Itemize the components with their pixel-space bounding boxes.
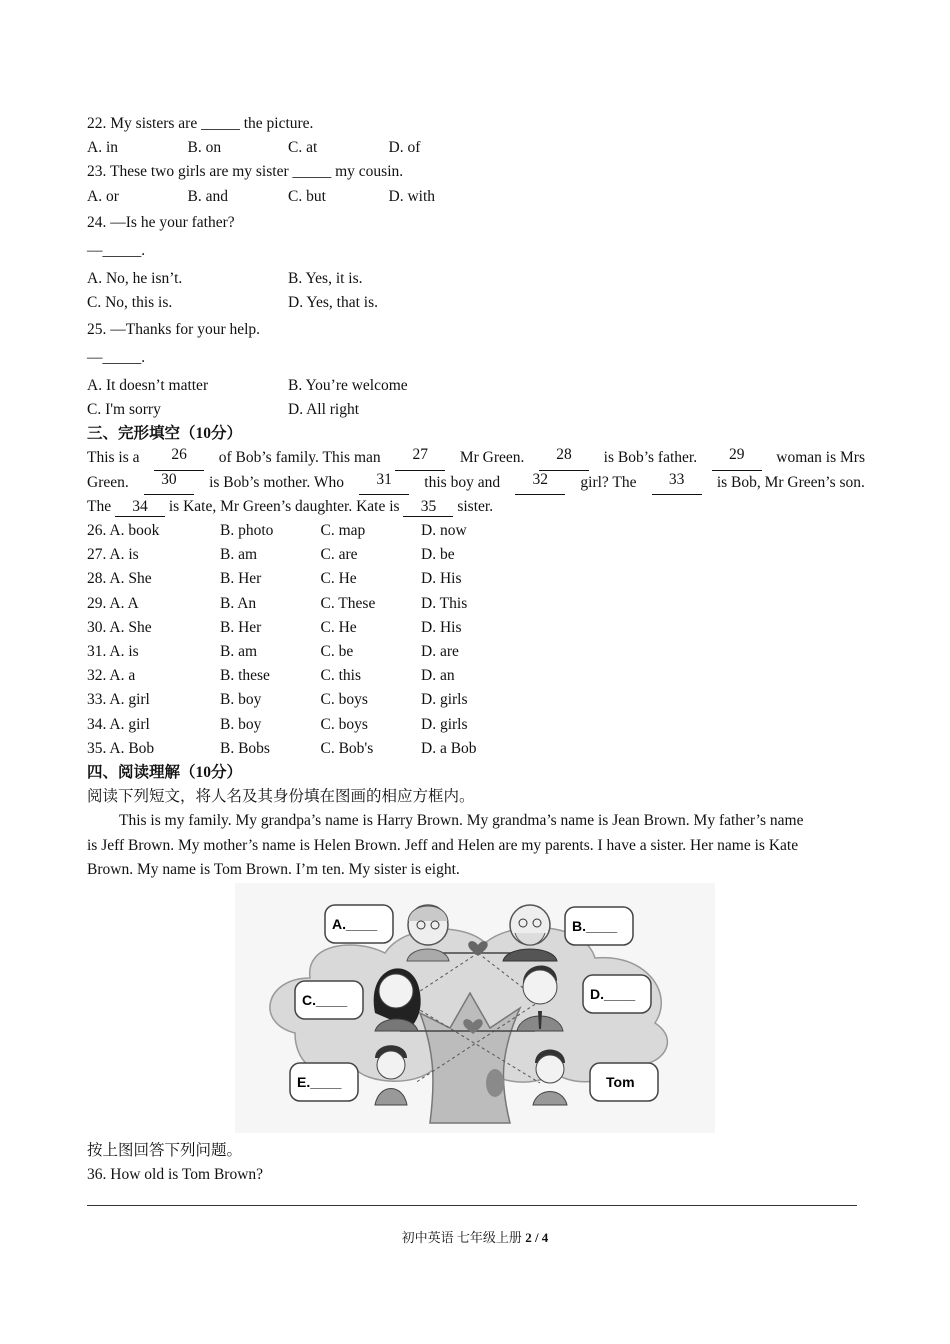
cloze-item-row xyxy=(87,592,865,616)
cloze-text: The xyxy=(87,497,115,515)
cloze-text: sister. xyxy=(453,497,494,515)
cloze-text: woman is Mrs xyxy=(776,449,865,467)
option: 29. A. A xyxy=(87,594,139,612)
family-tree-figure xyxy=(235,883,715,1133)
option: 28. A. She xyxy=(87,570,152,588)
section-4-instruction: 阅读下列短文，将人名及其身份填在图画的相应方框内。 xyxy=(87,788,475,806)
question-24: 24. —Is he your father? xyxy=(87,213,235,231)
cloze-item-row xyxy=(87,543,865,567)
option: A. or xyxy=(87,187,119,205)
option: B. Bobs xyxy=(220,739,270,757)
option: C. Bob's xyxy=(320,739,374,757)
question-25-reply: —_____. xyxy=(87,348,146,366)
blank-33: 33 xyxy=(652,471,702,495)
cloze-text: Green. xyxy=(87,473,129,491)
question-25: 25. —Thanks for your help. xyxy=(87,320,261,338)
option: C. These xyxy=(320,594,376,612)
label-box-c xyxy=(295,981,363,1019)
blank-27: 27 xyxy=(395,446,445,470)
option: D. be xyxy=(421,546,455,564)
cloze-line-2 xyxy=(87,471,865,495)
label-box-b xyxy=(565,907,633,945)
question-22: 22. My sisters are _____ the picture. xyxy=(87,115,314,132)
question-25-options-row1 xyxy=(87,374,865,398)
option: 34. A. girl xyxy=(87,715,150,733)
option: D. girls xyxy=(421,715,468,733)
passage-line: Brown. My name is Tom Brown. I’m ten. My sister is eight. xyxy=(87,860,460,878)
cloze-text: is Bob, Mr Green’s son. xyxy=(716,473,865,491)
cloze-passage xyxy=(87,446,865,519)
option: B. Her xyxy=(220,618,262,636)
blank-26: 26 xyxy=(154,446,204,470)
page-footer xyxy=(0,1227,950,1246)
blank-30: 30 xyxy=(144,471,194,495)
option: D. girls xyxy=(421,691,468,709)
option: C. I'm sorry xyxy=(87,401,161,419)
option: A. No, he isn’t. xyxy=(87,270,183,288)
cloze-item-row xyxy=(87,688,865,712)
cloze-text: of Bob’s family. This man xyxy=(218,449,381,467)
answer-instruction: 按上图回答下列问题。 xyxy=(87,1142,243,1159)
cloze-text: is Bob’s mother. Who xyxy=(209,473,344,491)
svg-text:A.____: A.____ xyxy=(332,916,378,932)
option: D. Yes, that is. xyxy=(288,294,379,312)
option: D. of xyxy=(388,139,421,157)
footer-subject: 初中英语 七年级上册 xyxy=(401,1230,522,1245)
option: 32. A. a xyxy=(87,667,136,685)
reading-passage xyxy=(87,809,865,882)
label-box-d xyxy=(583,975,651,1013)
option: D. This xyxy=(421,594,468,612)
option: C. but xyxy=(288,187,326,205)
question-36: 36. How old is Tom Brown? xyxy=(87,1166,264,1183)
option: C. be xyxy=(320,642,354,660)
option: D. are xyxy=(421,642,459,660)
option: A. It doesn’t matter xyxy=(87,376,209,394)
option: C. He xyxy=(320,570,357,588)
option: 27. A. is xyxy=(87,546,139,564)
option: 33. A. girl xyxy=(87,691,150,709)
option: B. on xyxy=(187,139,222,157)
option: C. this xyxy=(320,667,361,685)
section-4-heading: 四、阅读理解（10分） xyxy=(87,763,243,781)
option: D. with xyxy=(388,187,435,205)
option: A. in xyxy=(87,139,118,157)
label-box-e xyxy=(290,1063,358,1101)
question-22-options xyxy=(87,136,865,160)
cloze-item-row xyxy=(87,567,865,591)
question-24-options-row2 xyxy=(87,291,865,315)
cloze-text: is Bob’s father. xyxy=(603,449,698,467)
cloze-options-list xyxy=(87,519,865,761)
option: C. He xyxy=(320,618,357,636)
svg-text:E.____: E.____ xyxy=(297,1074,342,1090)
option: B. boy xyxy=(220,691,262,709)
option: C. map xyxy=(320,522,366,540)
option: 31. A. is xyxy=(87,642,139,660)
section-3-heading: 三、完形填空（10分） xyxy=(87,425,243,443)
footer-page-number: 2 / 4 xyxy=(525,1230,549,1245)
option: C. No, this is. xyxy=(87,294,173,312)
option: B. am xyxy=(220,642,258,660)
cloze-item-row xyxy=(87,640,865,664)
question-25-options-row2 xyxy=(87,398,865,422)
blank-34: 34 xyxy=(115,498,165,517)
answer-line xyxy=(87,1205,857,1206)
cloze-text: this boy and xyxy=(424,473,501,491)
question-24-options-row1 xyxy=(87,267,865,291)
option: D. an xyxy=(421,667,455,685)
option: D. His xyxy=(421,618,462,636)
blank-28: 28 xyxy=(539,446,589,470)
label-box-tom xyxy=(590,1063,658,1101)
option: D. All right xyxy=(288,401,360,419)
tom-portrait xyxy=(533,1050,567,1106)
option: C. are xyxy=(320,546,358,564)
option: 35. A. Bob xyxy=(87,739,155,757)
option: C. boys xyxy=(320,715,368,733)
blank-29: 29 xyxy=(712,446,762,470)
option: D. a Bob xyxy=(421,739,477,757)
trunk-knot xyxy=(486,1069,504,1097)
cloze-item-row xyxy=(87,737,865,761)
passage-line: This is my family. My grandpa’s name is Harry Brown. My grandma’s name is Jean Brown. My father’s name xyxy=(119,812,804,830)
question-23: 23. These two girls are my sister _____ my cousin. xyxy=(87,163,404,181)
cloze-item-row xyxy=(87,713,865,737)
option: B. Her xyxy=(220,570,262,588)
cloze-text: girl? The xyxy=(580,473,637,491)
cloze-item-row xyxy=(87,664,865,688)
label-box-a xyxy=(325,905,393,943)
option: D. His xyxy=(421,570,462,588)
passage-line: is Jeff Brown. My mother’s name is Helen Brown. Jeff and Helen are my parents. I have a sister. Her name is Kate xyxy=(87,836,799,854)
option: B. these xyxy=(220,667,270,685)
option: D. now xyxy=(421,522,467,540)
option: B. boy xyxy=(220,715,262,733)
option: B. and xyxy=(187,187,228,205)
cloze-text: Mr Green. xyxy=(459,449,525,467)
option: B. am xyxy=(220,546,258,564)
exam-page xyxy=(87,112,865,882)
cloze-item-row xyxy=(87,616,865,640)
svg-text:B.____: B.____ xyxy=(572,918,618,934)
svg-text:Tom: Tom xyxy=(606,1074,635,1090)
question-23-options xyxy=(87,185,865,209)
cloze-item-row xyxy=(87,519,865,543)
option: B. An xyxy=(220,594,257,612)
svg-text:D.____: D.____ xyxy=(590,986,636,1002)
question-24-reply: —_____. xyxy=(87,241,146,259)
option: 30. A. She xyxy=(87,618,152,636)
option: B. You’re welcome xyxy=(288,376,408,394)
cloze-line-3 xyxy=(87,495,865,519)
cloze-text: This is a xyxy=(87,449,140,467)
blank-31: 31 xyxy=(359,471,409,495)
cloze-text: is Kate, Mr Green’s daughter. Kate is xyxy=(164,497,404,515)
blank-32: 32 xyxy=(515,471,565,495)
option: B. Yes, it is. xyxy=(288,270,363,288)
blank-35: 35 xyxy=(403,498,453,517)
option: 26. A. book xyxy=(87,522,160,540)
cloze-line-1 xyxy=(87,446,865,470)
option: C. boys xyxy=(320,691,368,709)
svg-text:C.____: C.____ xyxy=(302,992,348,1008)
option: C. at xyxy=(288,139,318,157)
option: B. photo xyxy=(220,522,274,540)
grandma-portrait xyxy=(407,905,449,961)
